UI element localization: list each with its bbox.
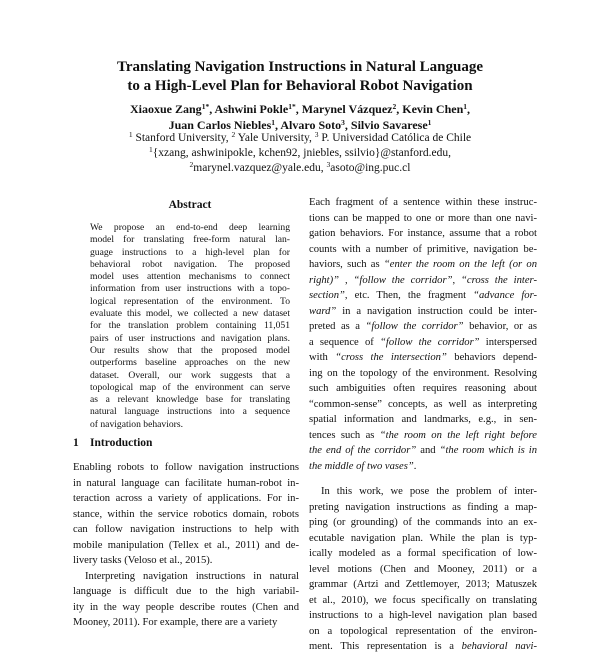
abstract-body bbox=[90, 222, 290, 431]
email-line bbox=[60, 146, 540, 161]
text-line bbox=[309, 443, 537, 459]
author-affiliation-mark: 1 bbox=[463, 102, 467, 111]
text-run: ping (or grounding) of the commands into an ex- bbox=[309, 517, 537, 528]
title-line: to a High-Level Plan for Behavioral Robot Navigation bbox=[127, 78, 473, 94]
text-line bbox=[309, 484, 537, 500]
text-line: topological map of the environment can serve bbox=[90, 381, 290, 393]
text-line bbox=[309, 608, 537, 624]
author-name: Marynel Vázquez bbox=[301, 102, 393, 116]
text-run: tions can be mapped to one or more than one navi- bbox=[309, 212, 537, 224]
author-affiliation-mark: 1* bbox=[201, 102, 210, 111]
italic-text: “cross the inter- bbox=[461, 274, 537, 286]
italic-text: behavioral navi- bbox=[461, 641, 537, 652]
text-run: preting navigation instructions as finding a map- bbox=[309, 501, 537, 513]
text-run: . bbox=[413, 460, 417, 472]
text-line bbox=[309, 211, 537, 227]
italic-text: “follow the corridor” bbox=[365, 321, 464, 332]
text-run: , etc. Then, the fragment bbox=[344, 290, 474, 301]
author-affiliation-mark: 1 bbox=[427, 118, 432, 127]
email-address: marynel.vazquez@yale.edu, bbox=[193, 162, 324, 174]
italic-text: section” bbox=[309, 290, 345, 301]
italic-text: “the room on the left right before bbox=[379, 429, 537, 441]
text-line bbox=[309, 381, 537, 397]
text-run: on a topological representation of the environ- bbox=[309, 625, 537, 637]
right-column bbox=[309, 195, 537, 655]
text-run: In this work, we pose the problem of inter- bbox=[321, 486, 537, 497]
author-affiliation-mark: 3 bbox=[341, 118, 345, 127]
text-line bbox=[309, 577, 537, 593]
text-line bbox=[309, 304, 537, 320]
affiliation: Stanford University, bbox=[135, 132, 229, 144]
text-run: counts with a number of primitive, navigation be- bbox=[309, 243, 537, 255]
email-address: asoto@ing.puc.cl bbox=[330, 162, 411, 174]
affiliation-mark: 3 bbox=[326, 160, 331, 169]
author-affiliation-mark: 1* bbox=[288, 102, 296, 111]
paper-title bbox=[60, 58, 540, 96]
text-line bbox=[309, 515, 537, 531]
text-line bbox=[309, 397, 537, 413]
text-line: as a relevant knowledge base for translating bbox=[90, 394, 290, 406]
text-run: et al., 2010), we focus specifically on translating bbox=[309, 594, 537, 606]
text-line bbox=[309, 562, 537, 578]
affiliation-mark: 2 bbox=[189, 160, 194, 169]
text-run: a sequence of bbox=[309, 336, 381, 348]
text-line: outperforms baseline approaches on the new bbox=[90, 357, 290, 369]
affiliation-mark: 1 bbox=[128, 130, 133, 139]
text-run: ment. This representation is a bbox=[309, 641, 462, 652]
text-line: Mooney, 2011). For example, there are a variety bbox=[73, 617, 278, 628]
text-line: guage instructions to a high-level plan for bbox=[90, 246, 290, 258]
section-number: 1 bbox=[73, 437, 79, 449]
author-name: Xiaoxue Zang bbox=[130, 102, 202, 116]
text-line: behavioral robot navigation. The proposed bbox=[90, 258, 290, 270]
text-line: model uses attention mechanisms to connect bbox=[90, 271, 290, 283]
text-run: grammar (Artzi and Zettlemoyer, 2013; Matuszek bbox=[309, 579, 537, 590]
affiliation: P. Universidad Católica de Chile bbox=[321, 132, 472, 144]
text-line: Interpreting navigation instructions in natural bbox=[85, 570, 299, 582]
affiliation-mark: 2 bbox=[231, 130, 236, 139]
text-line: language is difficult due to the high variabil- bbox=[73, 586, 299, 597]
text-run: , bbox=[452, 274, 462, 286]
text-line: stance, within the service robotics domain, robots bbox=[73, 508, 299, 520]
text-line bbox=[309, 546, 537, 562]
text-line: natural language instructions into a sequence bbox=[90, 406, 290, 418]
affiliations-block bbox=[60, 131, 540, 176]
italic-text: “the room which is in bbox=[439, 445, 538, 456]
paragraph bbox=[309, 195, 537, 474]
text-line bbox=[309, 531, 537, 547]
author-affiliation-mark: 1 bbox=[271, 118, 276, 127]
text-line: mobile manipulation (Tellex et al., 2011) and de- bbox=[73, 539, 299, 551]
italic-text: “advance for- bbox=[473, 290, 538, 301]
author-name: Juan Carlos Niebles bbox=[168, 118, 272, 132]
text-line bbox=[309, 639, 537, 655]
text-line bbox=[309, 350, 537, 366]
text-run: such ambiguities often requires reasoning about bbox=[309, 383, 537, 394]
text-run: ing on the topology of the environment. Resolving bbox=[309, 367, 537, 379]
text-run: interspersed bbox=[479, 336, 537, 348]
text-line bbox=[309, 273, 537, 289]
text-line bbox=[309, 624, 537, 640]
text-line: evaluate this model, we collected a new dataset bbox=[90, 308, 290, 320]
text-line: teraction across a variety of applications. For in- bbox=[73, 493, 299, 504]
text-line: dataset. Overall, our work suggests that a bbox=[90, 369, 290, 381]
email-address: {xzang, ashwinipokle, kchen92, jniebles, ssilvio}@stanford.edu, bbox=[152, 147, 451, 159]
italic-text: “follow the corridor” bbox=[353, 274, 453, 286]
author-line: Xiaoxue Zang$^{1*}$, Ashwini Pokle$^{1*}$, Marynel Vázquez$^2$, Kevin Chen$^1$, bbox=[130, 102, 470, 116]
section-heading bbox=[73, 437, 303, 449]
text-line bbox=[309, 242, 537, 258]
text-line bbox=[309, 257, 537, 273]
affiliation-mark: 3 bbox=[314, 130, 319, 139]
text-line bbox=[309, 226, 537, 242]
text-line: in natural language can facilitate human-robot in- bbox=[73, 477, 299, 489]
text-line: model for translating free-form natural lan- bbox=[90, 234, 290, 246]
text-run: preted as a bbox=[309, 321, 366, 332]
text-run: behaviors depend- bbox=[446, 352, 538, 363]
text-line bbox=[309, 412, 537, 428]
email-line bbox=[60, 161, 540, 176]
italic-text: the middle of two vases” bbox=[309, 460, 414, 472]
text-run: behavior, or as bbox=[463, 321, 537, 332]
abstract-heading: Abstract bbox=[168, 199, 212, 211]
affiliation-mark: 1 bbox=[149, 145, 153, 154]
text-line: of navigation behaviors. bbox=[90, 418, 183, 430]
text-line: pairs of user instructions and navigation plans. bbox=[90, 332, 290, 344]
text-line: logical representation of the environment. To bbox=[90, 295, 290, 307]
text-run: level motions (Chen and Mooney, 2011) or a bbox=[309, 563, 537, 575]
italic-text: “enter the room on the left (or on bbox=[383, 259, 537, 270]
text-line: information from user instructions with a topo- bbox=[90, 283, 290, 295]
text-run: instructions to a high-level navigation plan based bbox=[309, 610, 537, 621]
text-run: ically modeled as a formal specification of low- bbox=[309, 548, 537, 559]
text-line bbox=[309, 319, 537, 335]
introduction-body bbox=[73, 460, 299, 631]
text-line bbox=[309, 195, 537, 211]
text-run: tences such as bbox=[309, 429, 380, 441]
title-line: Translating Navigation Instructions in Natural Language bbox=[116, 59, 484, 75]
author-affiliation-mark: 2 bbox=[392, 102, 397, 111]
text-line: Our results show that the proposed model bbox=[90, 344, 290, 356]
text-line: can follow navigation instructions to help with bbox=[73, 524, 299, 535]
text-run: with bbox=[309, 352, 336, 363]
text-run: , bbox=[339, 274, 354, 286]
text-line bbox=[309, 428, 537, 444]
text-run: and bbox=[416, 445, 440, 456]
text-line bbox=[309, 288, 537, 304]
text-run: gation behaviors. For instance, assume that a robot bbox=[309, 228, 537, 239]
italic-text: ward” bbox=[309, 305, 337, 317]
author-name: Ashwini Pokle bbox=[214, 102, 289, 116]
italic-text: right)” bbox=[309, 274, 340, 286]
text-line: for the translation problem containing 11,051 bbox=[90, 320, 290, 332]
paragraph bbox=[309, 484, 537, 655]
text-line: We propose an end-to-end deep learning bbox=[90, 222, 290, 233]
text-run: haviors, such as bbox=[309, 259, 384, 270]
text-line: ity in the way people describe routes (Chen and bbox=[73, 601, 299, 613]
italic-text: “cross the intersection” bbox=[335, 352, 447, 363]
author-name: Silvio Savarese bbox=[350, 118, 428, 132]
text-line bbox=[309, 335, 537, 351]
text-run: “common-sense” concepts, as well as interpreting bbox=[309, 398, 537, 410]
author-name: Alvaro Soto bbox=[280, 118, 342, 132]
text-run: spatial information and landmarks, e.g., in sen- bbox=[309, 414, 537, 425]
text-line bbox=[309, 593, 537, 609]
affiliations-line bbox=[60, 131, 540, 146]
author-list bbox=[60, 101, 540, 133]
text-run: ecutable navigation plan. While the plan is typ- bbox=[309, 532, 537, 544]
text-line bbox=[309, 459, 537, 475]
text-line: Enabling robots to follow navigation instructions bbox=[73, 462, 299, 473]
author-line: Juan Carlos Niebles$^1$, Alvaro Soto$^3$, Silvio Savarese$^1$ bbox=[168, 118, 432, 132]
text-run: Each fragment of a sentence within these instruc- bbox=[309, 197, 537, 208]
text-run: in a navigation instruction could be inter- bbox=[336, 305, 537, 317]
text-line bbox=[309, 500, 537, 516]
italic-text: “follow the corridor” bbox=[380, 336, 480, 348]
italic-text: the end of the corridor” bbox=[309, 445, 417, 456]
affiliation: Yale University, bbox=[237, 132, 312, 144]
text-line: livery tasks (Veloso et al., 2015). bbox=[73, 555, 213, 566]
section-title: Introduction bbox=[90, 437, 153, 449]
author-name: Kevin Chen bbox=[402, 102, 464, 116]
text-line bbox=[309, 366, 537, 382]
